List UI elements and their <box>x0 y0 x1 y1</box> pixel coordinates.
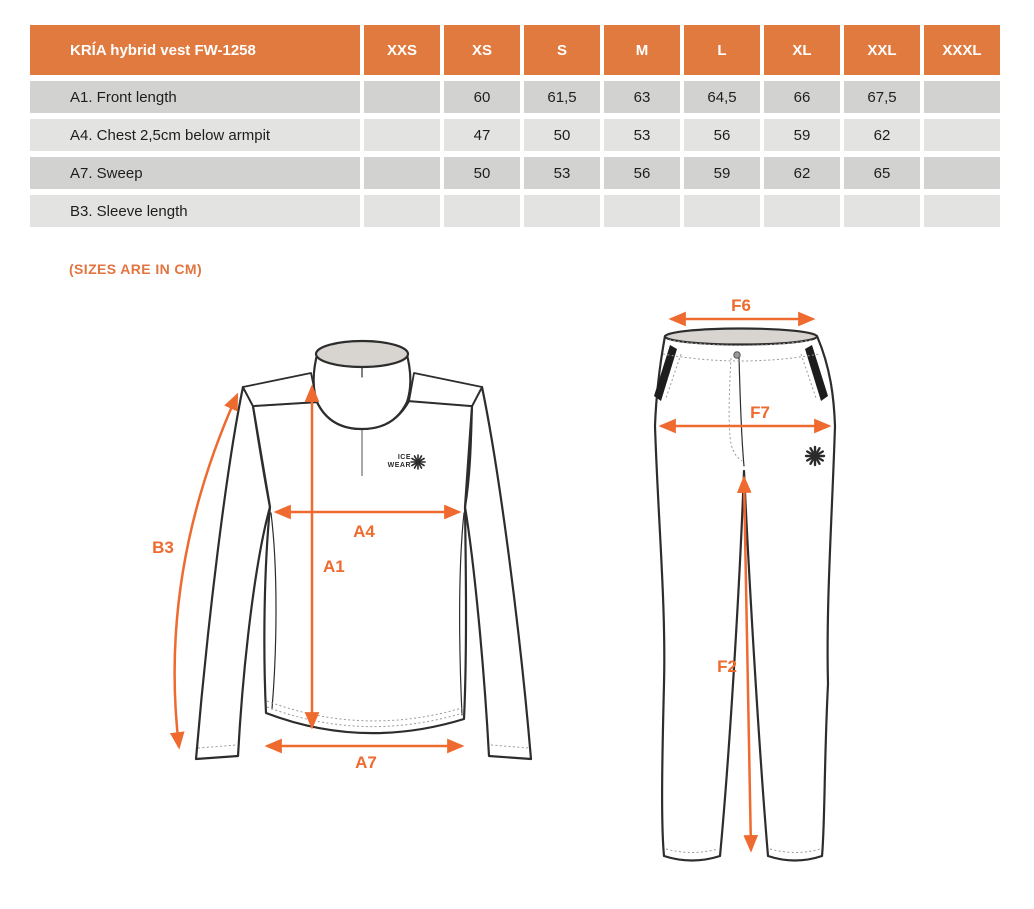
measurement-label-a1: A1 <box>323 557 345 576</box>
measurement-label: B3. Sleeve length <box>30 195 360 227</box>
sweater-right-sleeve <box>465 387 531 759</box>
sizes-unit-note: (SIZES ARE IN CM) <box>69 261 203 277</box>
measurement-label: A7. Sweep <box>30 157 360 189</box>
measurement-label-a4: A4 <box>353 522 375 541</box>
value-cell: 47 <box>444 119 520 151</box>
value-cell <box>524 195 600 227</box>
value-cell: 50 <box>524 119 600 151</box>
size-header-xxl: XXL <box>844 25 920 75</box>
pants-diagram <box>640 294 890 894</box>
measurement-label: A4. Chest 2,5cm below armpit <box>30 119 360 151</box>
value-cell <box>924 81 1000 113</box>
sweater-diagram <box>130 309 570 809</box>
value-cell <box>364 195 440 227</box>
header-row <box>30 25 1000 75</box>
value-cell: 59 <box>684 157 760 189</box>
value-cell <box>764 195 840 227</box>
sweater-outline <box>196 341 531 759</box>
value-cell: 65 <box>844 157 920 189</box>
size-header-l: L <box>684 25 760 75</box>
value-cell <box>924 157 1000 189</box>
row-b3-sleeve-length <box>30 195 1000 227</box>
measurement-label-f6: F6 <box>731 296 751 315</box>
value-cell: 64,5 <box>684 81 760 113</box>
value-cell: 63 <box>604 81 680 113</box>
value-cell: 61,5 <box>524 81 600 113</box>
value-cell <box>444 195 520 227</box>
size-header-s: S <box>524 25 600 75</box>
value-cell: 60 <box>444 81 520 113</box>
collar-opening <box>316 341 408 367</box>
value-cell <box>364 157 440 189</box>
size-header-m: M <box>604 25 680 75</box>
value-cell <box>924 119 1000 151</box>
value-cell: 56 <box>684 119 760 151</box>
product-title-cell: KRÍA hybrid vest FW-1258 <box>30 25 360 75</box>
value-cell <box>844 195 920 227</box>
row-a7-sweep <box>30 157 1000 189</box>
value-cell <box>604 195 680 227</box>
waist-button <box>734 352 740 358</box>
value-cell <box>364 81 440 113</box>
value-cell: 62 <box>764 157 840 189</box>
icewear-logo-text-top: ICE <box>397 454 411 461</box>
sweater-right-shoulder-panel <box>409 373 482 406</box>
row-a4-chest <box>30 119 1000 151</box>
size-chart-table <box>26 19 1004 233</box>
value-cell: 66 <box>764 81 840 113</box>
measurement-label-a7: A7 <box>355 753 377 772</box>
value-cell: 59 <box>764 119 840 151</box>
icewear-logo-text-bottom: WEAR <box>387 462 411 469</box>
value-cell: 56 <box>604 157 680 189</box>
pants-outline <box>654 329 835 861</box>
size-header-xxxl: XXXL <box>924 25 1000 75</box>
value-cell: 62 <box>844 119 920 151</box>
measurement-label: A1. Front length <box>30 81 360 113</box>
value-cell <box>924 195 1000 227</box>
sweater-left-shoulder-panel <box>243 373 317 406</box>
value-cell: 67,5 <box>844 81 920 113</box>
value-cell <box>364 119 440 151</box>
measurement-label-f7: F7 <box>750 403 770 422</box>
row-a1-front-length <box>30 81 1000 113</box>
size-header-xl: XL <box>764 25 840 75</box>
value-cell <box>684 195 760 227</box>
value-cell: 53 <box>604 119 680 151</box>
measurement-label-f2: F2 <box>717 657 737 676</box>
measurement-label-b3: B3 <box>152 538 174 557</box>
pants-body <box>655 336 835 861</box>
value-cell: 50 <box>444 157 520 189</box>
size-header-xs: XS <box>444 25 520 75</box>
size-header-xxs: XXS <box>364 25 440 75</box>
value-cell: 53 <box>524 157 600 189</box>
